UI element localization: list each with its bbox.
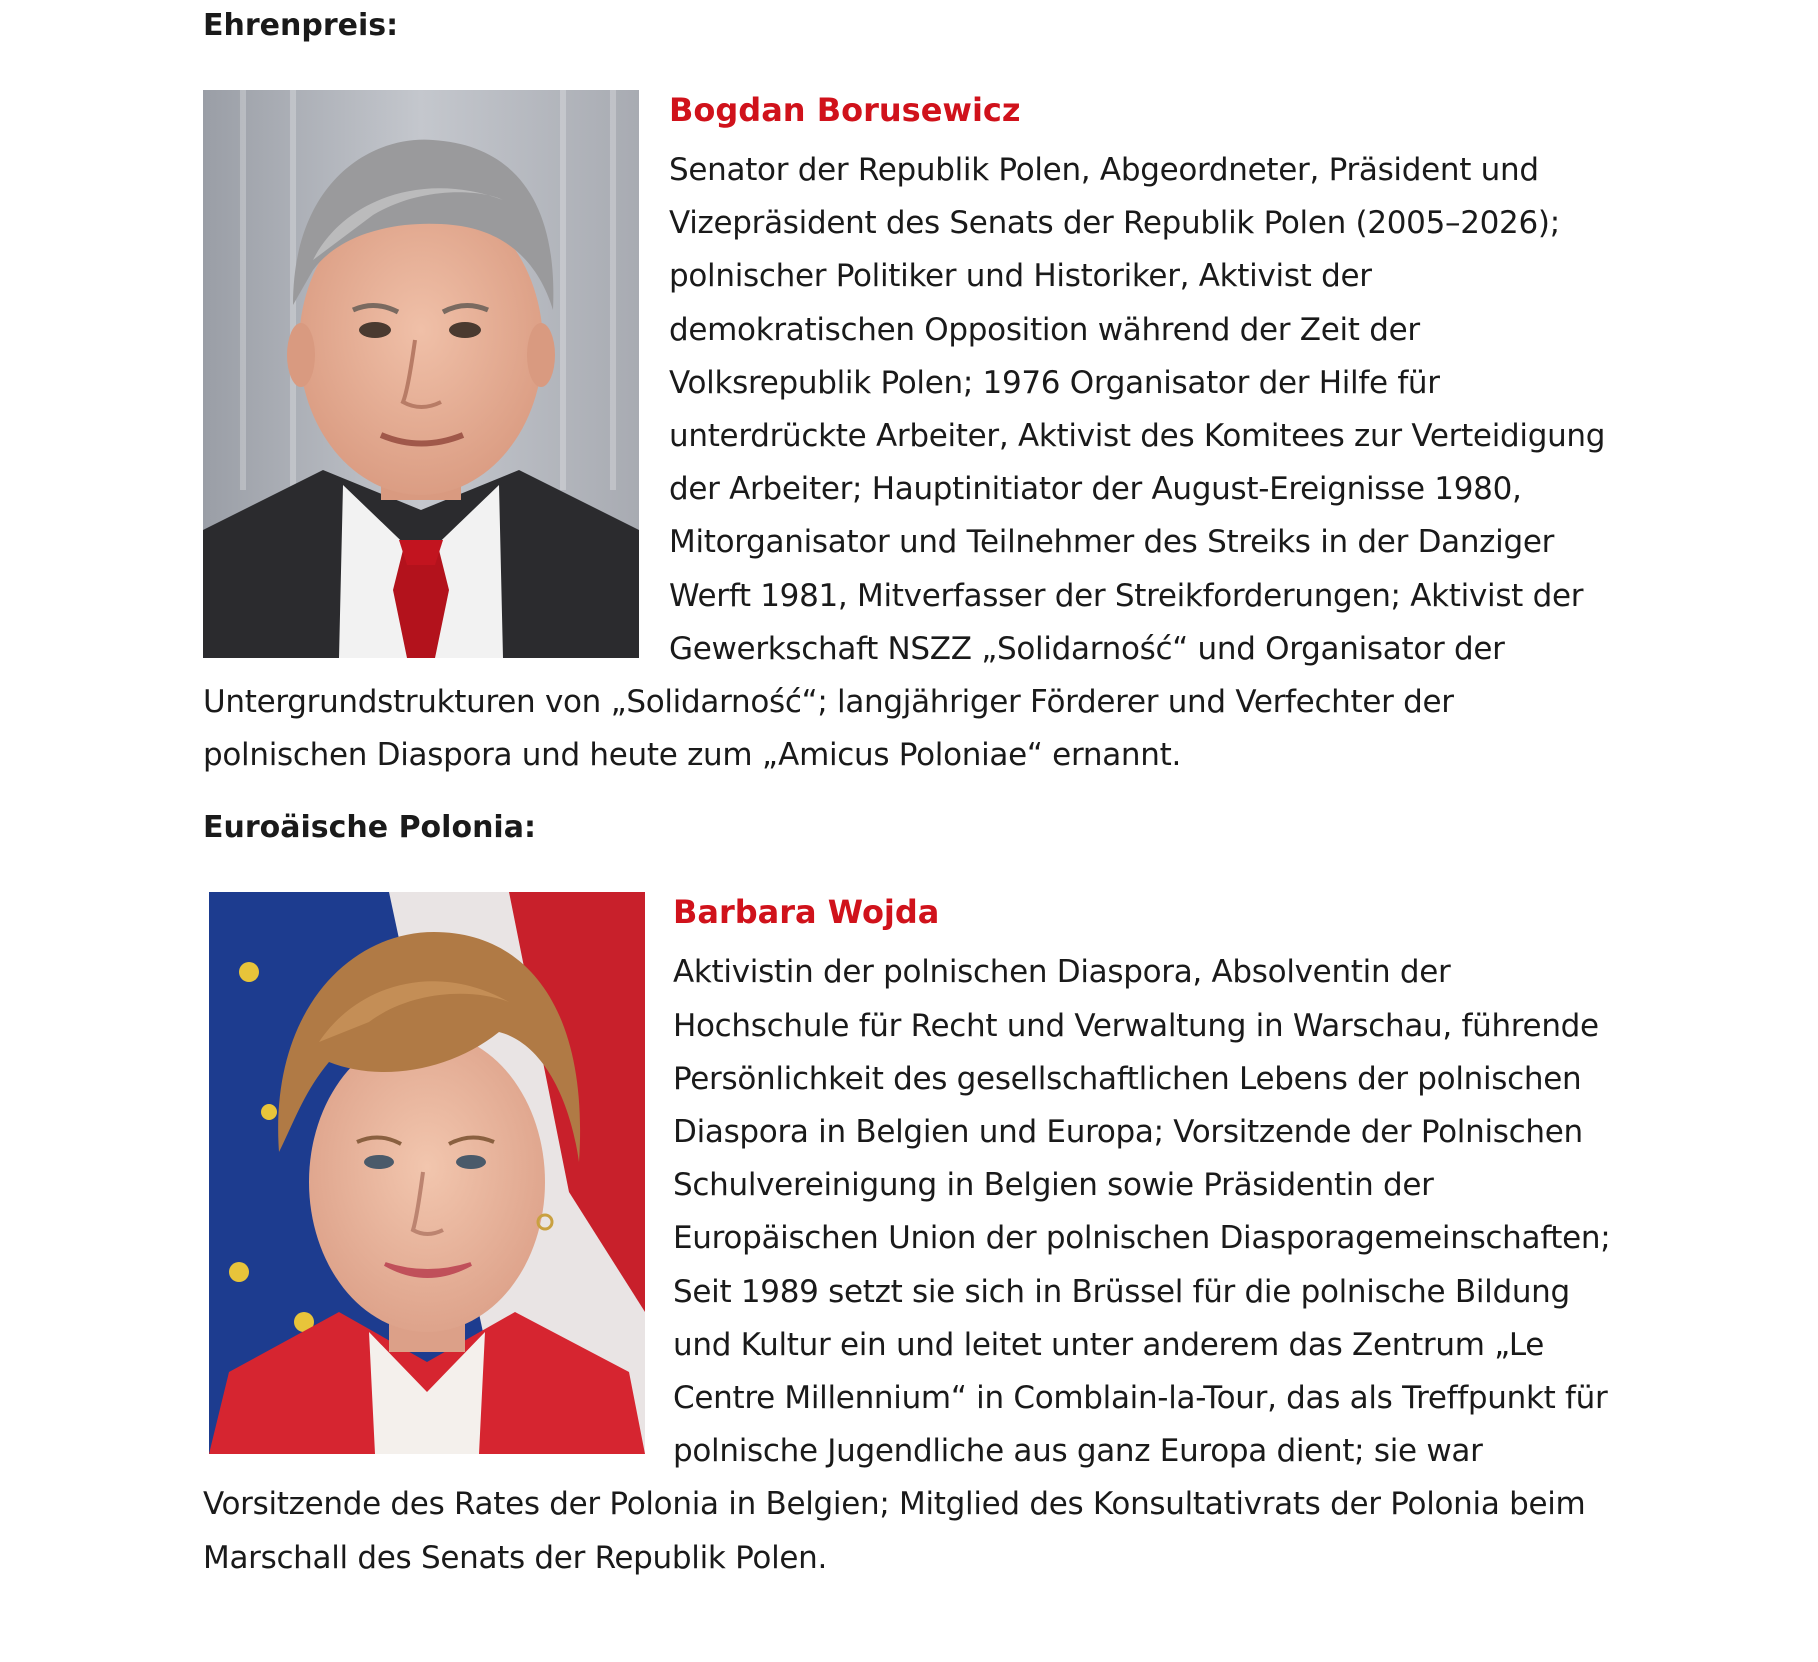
honoree-entry-wojda [203,892,1623,1584]
section-heading-europaeische-polonia: Euroäische Polonia: [203,810,536,846]
honoree-entry-borusewicz [203,90,1623,782]
portrait-photo-wojda [209,892,645,1454]
portrait-photo-borusewicz [203,90,639,658]
section-heading-ehrenpreis: Ehrenpreis: [203,8,399,43]
honoree-bio: Senator der Republik Polen, Abgeordneter, Präsident und Vizepräsident des Senats der Republik Polen (2005–2026); polnischer Politiker und Historiker, Aktivist der demokratischen Opposition während der Zeit der Volksrepublik Polen; 1976 Organisator der Hilfe für unterdrückte Arbeiter, Aktivist des Komitees zur Verteidigung der Arbeiter; Hauptinitiator der August-Ereignisse 1980, Mitorganisator und Teilnehmer des Streiks in der Danziger Werft 1981, Mitverfasser der Streikforderungen; Aktivist der Gewerkschaft NSZZ „Solidarność“ und Organisator der Untergrundstrukturen von „Solidarność“; langjähriger Förderer und Verfechter der polnischen Diaspora und heute zum „Amicus Poloniae“ ernannt. [203,152,1606,774]
honoree-name: Bogdan Borusewicz [669,91,1021,129]
honoree-bio: Aktivistin der polnischen Diaspora, Absolventin der Hochschule für Recht und Verwaltung in Warschau, führende Persönlichkeit des gesellschaftlichen Lebens der polnischen Diaspora in Belgien und Europa; Vorsitzende der Polnischen Schulvereinigung in Belgien sowie Präsidentin der Europäischen Union der polnischen Diasporagemeinschaften; Seit 1989 setzt sie sich in Brüssel für die polnische Bildung und Kultur ein und leitet unter anderem das Zentrum „Le Centre Millennium“ in Comblain-la-Tour, das als Treffpunkt für polnische Jugendliche aus ganz Europa dient; sie war Vorsitzende des Rates der Polonia in Belgien; Mitglied des Konsultativrats der Polonia beim Marschall des Senats der Republik Polen. [203,954,1611,1576]
article-content [203,0,1623,1585]
honoree-name: Barbara Wojda [673,893,940,932]
